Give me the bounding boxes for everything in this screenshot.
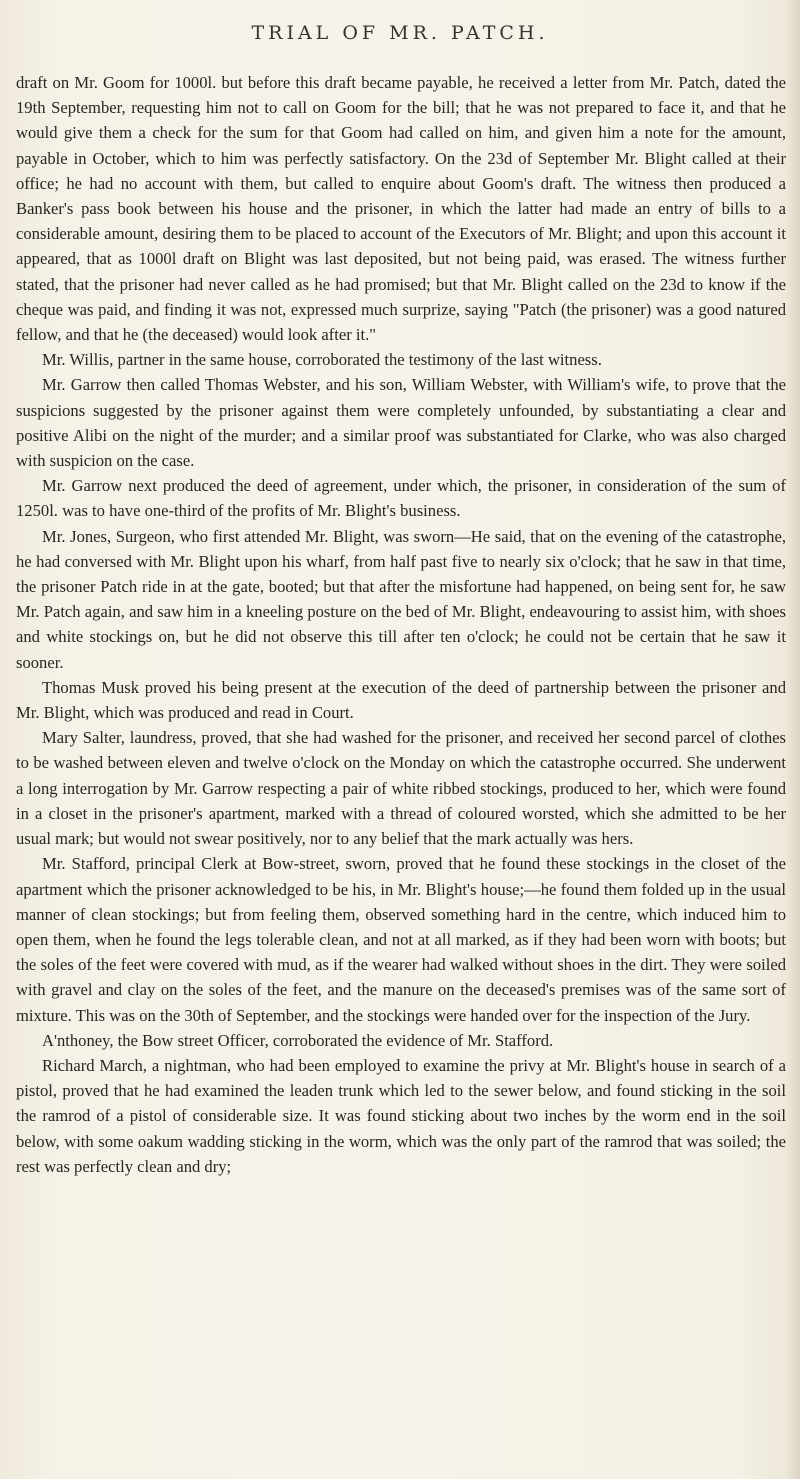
paragraph: Richard March, a nightman, who had been employed to examine the privy at Mr. Blight's house in search of a pistol, proved that he had examined the leaden trunk which led to the sewer below, and found sticking in the soil the ramrod of a pistol of considerable size. It was found sticking about two inches by the worm end in the soil below, with some oakum wadding sticking in the worm, which was the only part of the ramrod that was soiled; the rest was perfectly clean and dry; [16,1055,786,1176]
paragraph: Thomas Musk proved his being present at the execution of the deed of partnership between the prisoner and Mr. Blight, which was produced and read in Court. [16,677,786,723]
paragraph: Mr. Willis, partner in the same house, corroborated the testimony of the last witness. [42,350,602,370]
paragraph: draft on Mr. Goom for 1000l. but before this draft became payable, he received a letter from Mr. Patch, dated the 19th September, requesting him not to call on Goom for the bill; that he was not prepared to face it, and that he would give them a check for the sum for that Goom had called on him, and given him a note for the amount, payable in October, which to him was perfectly satisfactory. On the 23d of September Mr. Blight called at their office; he had no account with them, but called to enquire about Goom's draft. The witness then produced a Banker's pass book between his house and the prisoner, in which the latter had made an entry of bills to a considerable amount, desiring them to be placed to account of the Executors of Mr. Blight; and upon this account it appeared, that as 1000l draft on Blight was last deposited, but not being paid, was erased. The witness further stated, that the prisoner had never called as he had promised; but that Mr. Blight called on the 23d to know if the cheque was paid, and finding it was not, expressed much surprize, saying "Patch (the prisoner) was a good natured fellow, and that he (the deceased) would look after it." [16,73,786,345]
paragraph: Mr. Jones, Surgeon, who first attended Mr. Blight, was sworn—He said, that on the evening of the catastrophe, he had conversed with Mr. Blight upon his wharf, from half past five to nearly six o'clock; that he saw in that time, the prisoner Patch ride in at the gate, booted; but that after the misfortune had happened, on being sent for, he saw Mr. Patch again, and saw him in a kneeling posture on the bed of Mr. Blight, endeavouring to assist him, with shoes and white stockings on, but he did not observe this till after ten o'clock; he could not be certain that he saw it sooner. [16,526,786,672]
paragraph: A'nthoney, the Bow street Officer, corroborated the evidence of Mr. Stafford. [42,1030,554,1050]
paragraph: Mr. Stafford, principal Clerk at Bow-street, sworn, proved that he found these stockings in the closet of the apartment which the prisoner acknowledged to be his, in Mr. Blight's house;—he found them folded up in the usual manner of clean stockings; but from feeling them, observed something hard in the centre, which induced him to open them, when he found the legs tolerable clean, and not at all marked, as if they had been worn with boots; but the soles of the feet were covered with mud, as if the wearer had walked without shoes in the dirt. They were soiled with gravel and clay on the soles of the feet, and the manure on the deceased's premises was of the same sort of mixture. This was on the 30th of September, and the stockings were handed over for the inspection of the Jury. [16,854,786,1025]
running-head: TRIAL OF MR. PATCH. [251,22,549,44]
paragraph: Mr. Garrow then called Thomas Webster, and his son, William Webster, with William's wife, to prove that the suspicions suggested by the prisoner against them were completely unfounded, by substantiating a clear and positive Alibi on the night of the murder; and a similar proof was substantiated for Clarke, who was also charged with suspicion on the case. [16,375,786,471]
paragraph: Mr. Garrow next produced the deed of agreement, under which, the prisoner, in consideration of the sum of 1250l. was to have one-third of the profits of Mr. Blight's business. [16,476,786,521]
paragraph: Mary Salter, laundress, proved, that she had washed for the prisoner, and received her second parcel of clothes to be washed between eleven and twelve o'clock on the Monday on which the catastrophe occurred. She underwent a long interrogation by Mr. Garrow respecting a pair of white ribbed stockings, produced to her, which were found in a closet in the prisoner's apartment, marked with a thread of coloured worsted, which she admitted to be her usual mark; but would not swear positively, nor to any belief that the mark actually was hers. [16,728,786,849]
body-text [16,70,786,1179]
page-edge-shadow [786,0,800,1479]
